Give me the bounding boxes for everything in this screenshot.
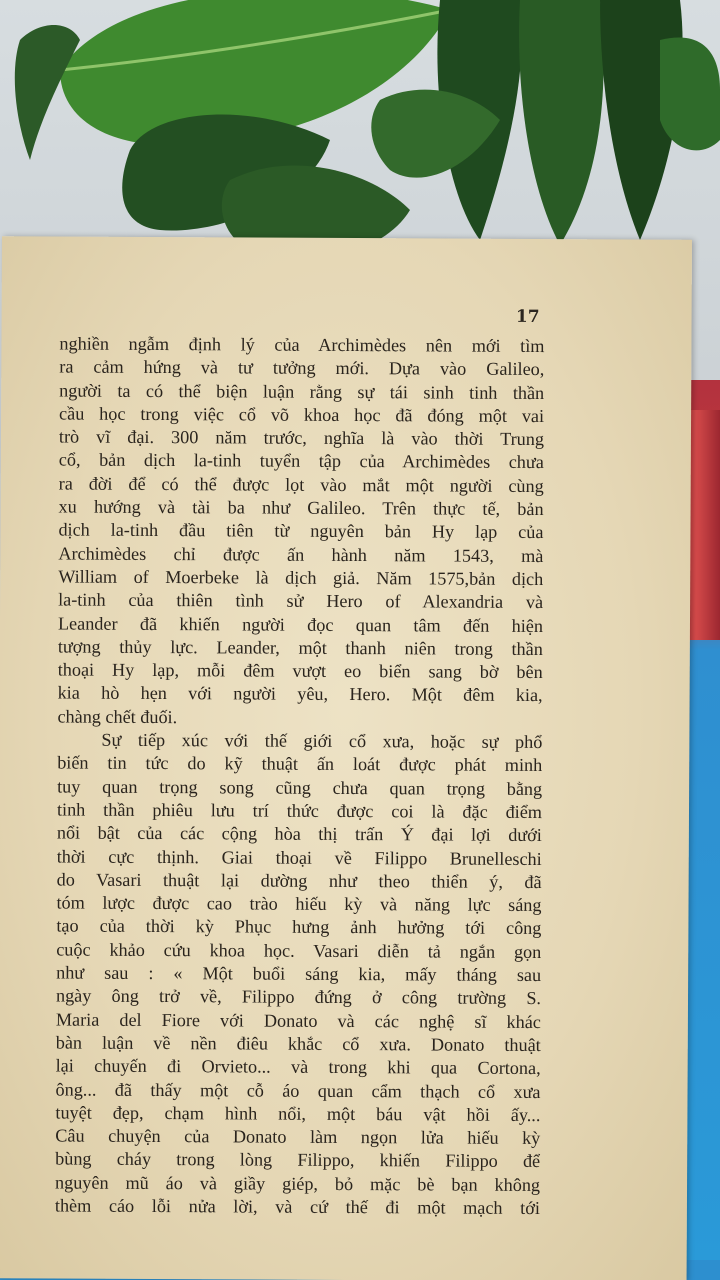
text-line: do Vasari thuật lại dường như theo thiển ý, đã	[56, 869, 542, 892]
text-line: biến tin tức do kỹ thuật ấn loát được phát minh	[57, 752, 543, 776]
text-line: thời cực thịnh. Giai thoại về Filippo Brunelleschi	[56, 846, 542, 869]
text-line: xu hướng và tài ba như Galileo. Trên thực tế, bản	[58, 496, 544, 520]
text-line: kia hò hẹn với người yêu, Hero. Một đêm kia,	[57, 682, 543, 706]
text-line: tạo của thời kỳ Phục hưng ảnh hưởng tới công	[56, 915, 542, 939]
text-line: cổ, bản dịch la-tinh tuyển tập của Archimèdes chưa	[58, 449, 544, 473]
page-body-text	[55, 332, 545, 1220]
text-line: cầu học trong việc cổ võ khoa học đã đóng một vai	[59, 403, 545, 426]
text-line: Archimèdes chỉ được ấn hành năm 1543, mà	[58, 543, 544, 566]
text-line: như sau : « Một buổi sáng kia, mấy tháng sau	[56, 962, 542, 986]
text-line: Maria del Fiore với Donato và các nghệ sĩ khác	[55, 1009, 541, 1032]
text-line: ra cảm hứng và tư tưởng mới. Dựa vào Galileo,	[59, 356, 545, 380]
text-line: ông... đã thấy một cỗ áo quan cẩm thạch cổ xưa	[55, 1078, 541, 1102]
text-line: trò vĩ đại. 300 năm trước, nghĩa là vào thời Trung	[58, 426, 545, 450]
text-line: Leander đã khiến người đọc quan tâm đến hiện	[57, 613, 544, 636]
text-line: William of Moerbeke là dịch giả. Năm 1575,bản dịch	[58, 566, 544, 590]
text-line: tinh thần phiêu lưu trí thức được coi là đặc điểm	[56, 799, 543, 822]
text-line: nghiền ngẫm định lý của Archimèdes nên mới tìm	[59, 333, 545, 357]
text-line: tóm lược được cao trào hiếu kỳ và năng lực sáng	[56, 892, 542, 916]
text-line: ngày ông trở về, Filippo đứng ở công trường S.	[55, 985, 542, 1009]
text-line: cuộc khảo cứu khoa học. Vasari diễn tả ngắn gọn	[56, 939, 542, 962]
text-line: nguyên mũ áo và giầy giép, bỏ mặc bè bạn không	[54, 1172, 541, 1195]
text-line: bùng cháy trong lòng Filippo, khiến Filippo để	[55, 1148, 541, 1172]
text-line: la-tinh của thiên tình sử Hero of Alexandria và	[58, 589, 544, 613]
text-line: lại chuyến đi Orvieto... và trong khi qua Cortona,	[55, 1055, 541, 1079]
text-line: người ta có thể biện luận rằng sự tái sinh tinh thần	[59, 380, 545, 403]
text-line: ra đời để có thể được lọt vào mắt một người cùng	[58, 473, 544, 496]
text-line: chàng chết đuối.	[57, 706, 178, 727]
book-page	[0, 236, 692, 1280]
text-line: tuyệt đẹp, chạm hình nổi, một báu vật hồi ấy...	[55, 1102, 541, 1125]
page-number: 17	[515, 306, 540, 328]
text-line: Sự tiếp xúc với thế giới cổ xưa, hoặc sự phổ	[101, 729, 543, 753]
text-line: bàn luận về nền điêu khắc cổ xưa. Donato thuật	[55, 1032, 541, 1055]
text-line: thèm cáo lỗi nửa lời, và cứ thế đi một mạch tới	[54, 1195, 540, 1219]
text-line: tuy quan trọng song cũng chưa quan trọng bằng	[57, 776, 543, 799]
text-line: nổi bật của các cộng hòa thị trấn Ý đại lợi dưới	[56, 822, 542, 846]
text-line: thoại Hy lạp, mỗi đêm vượt eo biển sang bờ bên	[57, 659, 543, 683]
text-line: Câu chuyện của Donato làm ngọn lửa hiếu kỳ	[55, 1125, 541, 1149]
text-line: tượng thủy lực. Leander, một thanh niên trong thần	[57, 636, 543, 659]
text-line: dịch la-tinh đầu tiên từ nguyên bản Hy lạp của	[58, 519, 544, 543]
